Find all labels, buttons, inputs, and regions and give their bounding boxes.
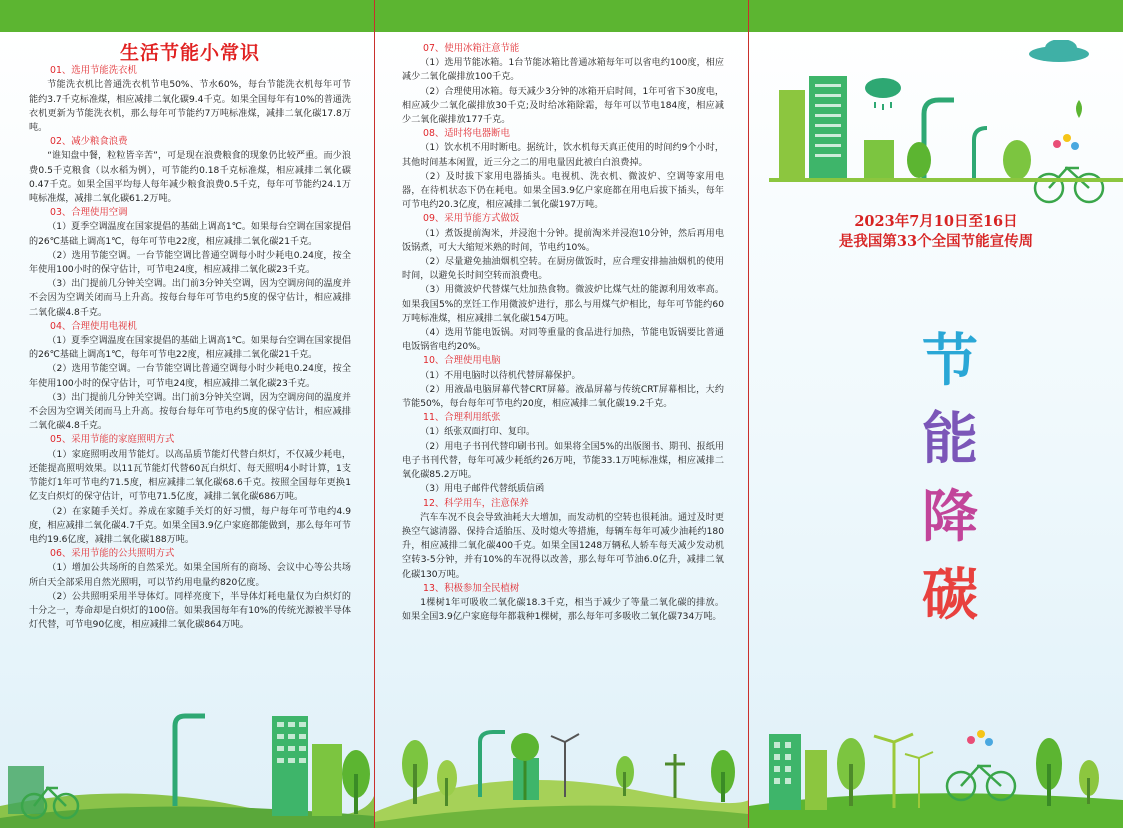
tip-section	[402, 42, 724, 127]
tip-section	[29, 547, 351, 632]
tip-paragraph: （1）不用电脑时以待机代替屏幕保护。	[420, 370, 581, 381]
fold-line-right	[748, 0, 749, 828]
tip-paragraph: （2）选用节能空调。一台节能空调比普通空调每小时少耗电0.24度，按全年使用100小时的保守估计，可节电24度，相应减排二氧化碳23千克。	[29, 364, 351, 389]
tip-heading: 01、选用节能洗衣机	[50, 65, 137, 77]
tip-heading: 03、合理使用空调	[50, 207, 128, 219]
tip-paragraph: （2）用电子书刊代替印刷书刊。如果将全国5%的出版图书、期刊、报纸用电子书刊代替，每年可减少耗纸约26万吨，节能33.1万吨标准煤，相应减排二氧化碳85.2万吨。	[402, 441, 724, 481]
tip-paragraph: 1棵树1年可吸收二氧化碳18.3千克，相当于减少了等量二氧化碳的排放。如果全国3.9亿户家庭每年都栽种1棵树，那么每年可多吸收二氧化碳734万吨。	[402, 597, 724, 623]
tip-heading: 08、适时将电器断电	[423, 128, 510, 140]
fold-line-left	[374, 0, 375, 828]
left-panel	[0, 32, 374, 828]
tip-heading: 06、采用节能的公共照明方式	[50, 548, 175, 560]
tip-paragraph: （3）出门提前几分钟关空调。出门前3分钟关空调，因为空调房间的温度并不会因为空调关闭而马上升高。按每台每年可节电约5度的保守估计，相应减排二氧化碳4.8千克。	[29, 392, 351, 432]
city-skyline-illustration-left	[0, 656, 374, 828]
cover-panel	[749, 32, 1123, 828]
tip-paragraph: （1）夏季空调温度在国家提倡的基础上调高1℃。如果每台空调在国家提倡的26℃基础上调高1℃，每年可节电22度，相应减排二氧化碳21千克。	[29, 336, 351, 361]
tip-paragraph: （3）用微波炉代替煤气灶加热食物。微波炉比煤气灶的能源利用效率高。如果我国5%的烹饪工作用微波炉进行，那么与用煤气炉相比，每年可节能约60万吨标准煤，相应减排二氧化碳154万吨。	[402, 285, 724, 324]
tip-paragraph: （1）纸张双面打印、复印。	[420, 427, 536, 438]
campaign-date-line: 2023年7月10日至16日	[854, 213, 1018, 230]
tip-paragraph: 节能洗衣机比普通洗衣机节电50%、节水60%，每台节能洗衣机每年可节能约3.7千克标准煤，相应减排二氧化碳9.4千克。如果全国每年有10%的普通洗衣机更新为节能洗衣机，那么每年可节能约7万吨标准煤，减排二氧化碳17.8万吨。	[29, 80, 351, 134]
campaign-week-line: 是我国第33个全国节能宣传周	[838, 233, 1034, 250]
tip-paragraph: （2）选用节能空调。一台节能空调比普通空调每小时少耗电0.24度，按全年使用100小时的保守估计，可节电24度，相应减排二氧化碳23千克。	[29, 250, 351, 276]
tip-section	[402, 354, 724, 411]
tip-paragraph: （3）用电子邮件代替纸质信函	[420, 484, 545, 495]
tip-paragraph: （2）尽量避免抽油烟机空转。在厨房做饭时，应合理安排抽油烟机的使用时间，以避免长时间空转而浪费电。	[402, 257, 724, 282]
tip-section	[29, 320, 351, 434]
tip-paragraph: （3）出门提前几分钟关空调。出门前3分钟关空调，因为空调房间的温度并不会因为空调关闭而马上升高。按每台每年可节电约5度的保守估计，相应减排二氧化碳4.8千克。	[29, 279, 351, 318]
tip-heading: 11、合理利用纸张	[423, 412, 501, 424]
tip-section	[29, 64, 351, 135]
vertical-title-char: 降	[922, 485, 978, 550]
vertical-title-char: 能	[922, 407, 978, 472]
tip-heading: 02、减少粮食浪费	[50, 136, 128, 148]
tip-section	[402, 411, 724, 496]
tip-heading: 07、使用冰箱注意节能	[423, 43, 520, 54]
tip-paragraph: （1）家庭照明改用节能灯。以高品质节能灯代替白炽灯，不仅减少耗电，还能提高照明效果。以11瓦节能灯代替60瓦白炽灯、每天照明4小时计算，1支节能灯1年可节电约71.5度，相应减排二氧化碳68.6千克。按照全国每年更换1亿支白炽灯的保守估计，可节电71.5亿度，减排二氧化碳686万吨。	[29, 449, 351, 503]
tip-heading: 09、采用节能方式做饭	[423, 213, 520, 225]
tip-heading: 05、采用节能的家庭照明方式	[50, 434, 175, 446]
tip-paragraph: （1）饮水机不用时断电。据统计，饮水机每天真正使用的时间约9个小时，其他时间基本闲置，近三分之二的用电量因此被白白浪费掉。	[402, 143, 724, 168]
tip-paragraph: 汽车车况不良会导致油耗大大增加，而发动机的空转也很耗油。通过及时更换空气滤清器、保持合适胎压、及时熄火等措施，每辆车每年可减少油耗约180升，相应减排二氧化碳400千克。如果全国1248万辆私人轿车每天减少发动机空转3-5分钟，并有10%的车况得以改善，那么每年可节油6.0亿升，减排二氧化碳130万吨。	[402, 512, 724, 580]
tip-paragraph: （1）煮饭提前淘米，并浸泡十分钟。提前淘米并浸泡10分钟，然后再用电饭锅煮，可大大缩短米熟的时间，节电约10%。	[402, 228, 724, 253]
tip-paragraph: （2）用液晶电脑屏幕代替CRT屏幕。液晶屏幕与传统CRT屏幕相比，大约节能50%，每台每年可节电约20度，相应减排二氧化碳19.2千克。	[402, 384, 724, 410]
tips-column-2	[402, 42, 724, 624]
tip-section	[402, 212, 724, 354]
tip-heading: 10、合理使用电脑	[423, 355, 501, 367]
tip-paragraph: （4）选用节能电饭锅。对同等重量的食品进行加热，节能电饭锅要比普通电饭锅省电约20%。	[402, 328, 724, 353]
park-illustration-middle	[375, 702, 748, 828]
tip-heading: 04、合理使用电视机	[50, 320, 137, 332]
eco-city-illustration-top	[749, 40, 1123, 210]
tip-section	[402, 127, 724, 212]
tip-section	[29, 206, 351, 320]
eco-city-illustration-bottom	[749, 688, 1123, 828]
tip-section	[29, 135, 351, 206]
tip-paragraph: （2）及时拔下家用电器插头。电视机、洗衣机、微波炉、空调等家用电器，在待机状态下仍在耗电。如果全国3.9亿户家庭都在用电后拔下插头，每年可节电约20.3亿度，相应减排二氧化碳197万吨。	[402, 171, 724, 211]
tip-paragraph: （1）增加公共场所的自然采光。如果全国所有的商场、会议中心等公共场所白天全部采用自然光照明，可以节约用电量约820亿度。	[29, 563, 351, 588]
tip-heading: 12、科学用车，注意保养	[423, 497, 529, 509]
tips-column-1	[29, 32, 351, 632]
tip-paragraph: （2）公共照明采用半导体灯。同样亮度下，半导体灯耗电量仅为白炽灯的十分之一，寿命却是白炽灯的100倍。如果我国每年有10%的传统光源被半导体灯代替，可节电90亿度，相应减排二氧化碳864万吨。	[29, 591, 351, 631]
tip-section	[402, 497, 724, 582]
tip-section	[29, 433, 351, 547]
tip-paragraph: （2）合理使用冰箱。每天减少3分钟的冰箱开启时间，1年可省下30度电，相应减少二氧化碳排放30千克;及时给冰箱除霜，每年可以节电184度，相应减少二氧化碳排放177千克。	[402, 86, 724, 126]
tip-paragraph: “谁知盘中餐，粒粒皆辛苦”，可是现在浪费粮食的现象仍比较严重。而少浪费0.5千克粮食（以水稻为例），可节能约0.18千克标准煤，相应减排二氧化碳0.47千克。如果全国平均每人每年减少粮食浪费0.5千克，每年可节能约24.1万吨标准煤，减排二氧化碳61.2万吨。	[29, 151, 351, 205]
vertical-title-char: 碳	[922, 563, 978, 628]
middle-panel	[375, 32, 748, 828]
top-green-bar	[0, 0, 1123, 32]
tip-paragraph: （1）选用节能冰箱。1台节能冰箱比普通冰箱每年可以省电约100度，相应减少二氧化碳排放100千克。	[402, 58, 724, 83]
page-title: 生活节能小常识	[119, 42, 260, 64]
tip-section	[402, 582, 724, 625]
tip-heading: 13、积极参加全民植树	[423, 582, 520, 594]
vertical-title-char: 节	[922, 329, 978, 394]
tip-paragraph: （1）夏季空调温度在国家提倡的基础上调高1℃。如果每台空调在国家提倡的26℃基础上调高1℃，每年可节电22度，相应减排二氧化碳21千克。	[29, 222, 351, 247]
tip-paragraph: （2）在家随手关灯。养成在家随手关灯的好习惯，每户每年可节电约4.9度，相应减排二氧化碳4.7千克。如果全国3.9亿户家庭都能做到，那么每年可节电约19.6亿度，减排二氧化碳188万吨。	[29, 506, 351, 545]
